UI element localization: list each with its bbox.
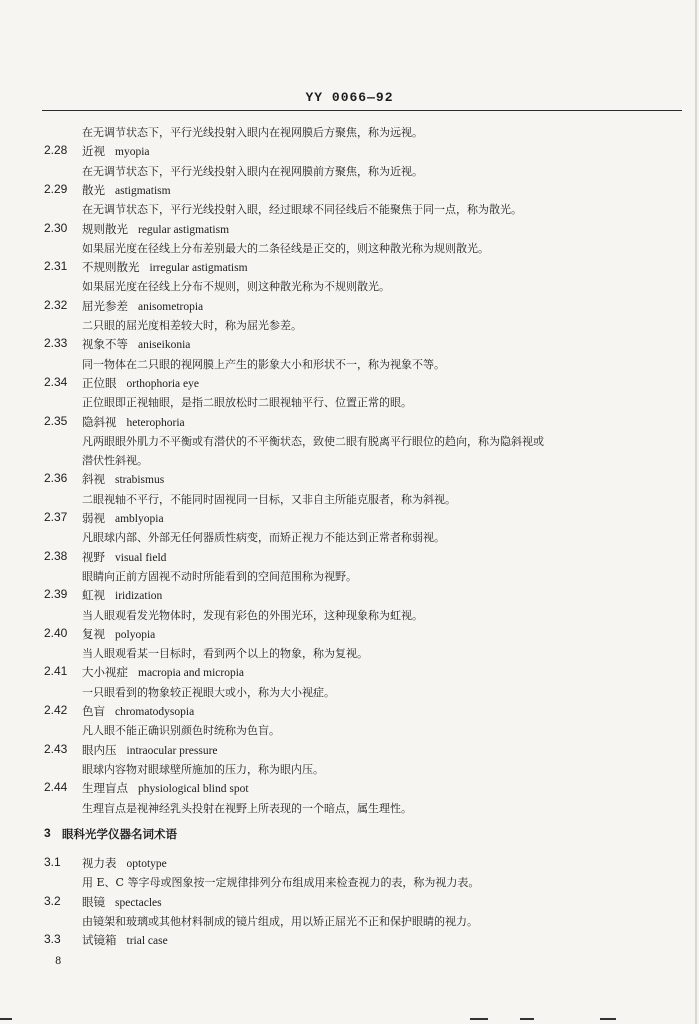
- definition-text: 一只眼看到的物象较正视眼大或小，称为大小视症。: [82, 685, 335, 699]
- term-number: 2.44: [44, 780, 68, 795]
- term-number: 2.33: [44, 336, 68, 351]
- term-english: anisometropia: [138, 300, 204, 313]
- scan-artifact: [0, 1018, 12, 1020]
- term-number: 2.35: [44, 413, 68, 428]
- term-chinese: 近视: [82, 144, 105, 159]
- term-english: intraocular pressure: [126, 744, 218, 757]
- term-heading: [82, 626, 155, 642]
- term-number: 2.40: [44, 625, 68, 640]
- term-number: 2.42: [44, 703, 68, 717]
- term-chinese: 视力表: [82, 856, 117, 871]
- term-chinese: 色盲: [82, 704, 105, 718]
- term-chinese: 屈光参差: [82, 298, 128, 313]
- definition-text: 当人眼观看发光物体时，发现有彩色的外围光环，这种现象称为虹视。: [82, 608, 423, 622]
- term-number: 3.2: [44, 893, 61, 908]
- term-heading: [82, 780, 249, 796]
- term-chinese: 正位眼: [82, 375, 117, 390]
- term-chinese: 眼内压: [82, 742, 117, 757]
- definition-text: 潜伏性斜视。: [82, 454, 148, 468]
- definition-text: 眼球内容物对眼球壁所施加的压力，称为眼内压。: [82, 762, 324, 776]
- scan-artifact: [470, 1018, 488, 1020]
- definition-text: 生理盲点是视神经乳头投射在视野上所表现的一个暗点，属生理性。: [82, 801, 412, 815]
- term-number: 3.3: [44, 932, 61, 947]
- term-number: 2.41: [44, 664, 68, 679]
- definition-text: 如果屈光度在径线上分布差别最大的二条径线是正交的，则这种散光称为规则散光。: [82, 241, 489, 255]
- term-heading: [82, 375, 199, 391]
- term-heading: [82, 143, 150, 159]
- term-english: heterophoria: [126, 416, 185, 429]
- term-chinese: 生理盲点: [82, 781, 128, 796]
- term-english: optotype: [126, 858, 167, 871]
- term-english: strabismus: [115, 474, 165, 487]
- term-heading: [82, 471, 164, 487]
- definition-text: 二只眼的屈光度相差较大时，称为屈光参差。: [82, 319, 302, 332]
- section-number: 3: [44, 825, 51, 840]
- definition-text: 眼睛向正前方固视不动时所能看到的空间范围称为视野。: [82, 569, 357, 583]
- page-number: 8: [55, 956, 62, 967]
- term-chinese: 试镜箱: [82, 933, 117, 948]
- term-heading: [82, 510, 164, 526]
- term-number: 2.31: [44, 259, 68, 274]
- term-chinese: 视野: [82, 549, 105, 564]
- term-chinese: 视象不等: [82, 337, 128, 352]
- term-chinese: 散光: [82, 182, 105, 197]
- term-heading: [82, 703, 194, 719]
- definition-text: 用 E、C 等字母或图象按一定规律排列分布组成用来检查视力的表，称为视力表。: [82, 876, 480, 890]
- term-number: 2.28: [44, 143, 68, 158]
- term-number: 2.43: [44, 741, 68, 756]
- definition-text: 凡人眼不能正确识别颜色时统称为色盲。: [82, 724, 280, 738]
- term-number: 2.37: [44, 510, 68, 524]
- term-number: 2.32: [44, 297, 68, 312]
- definition-text: 凡两眼眼外肌力不平衡或有潜伏的不平衡状态，致使二眼有脱离平行眼位的趋向，称为隐斜视或: [82, 434, 544, 448]
- term-chinese: 虹视: [82, 588, 105, 603]
- definition-text: 当人眼观看某一目标时，看到两个以上的物象，称为复视。: [82, 647, 368, 661]
- term-english: myopia: [115, 146, 150, 159]
- definition-text: 在无调节状态下，平行光线投射入眼，经过眼球不同径线后不能聚焦于同一点，称为散光。: [82, 203, 522, 217]
- term-number: 2.34: [44, 374, 68, 389]
- term-english: trial case: [126, 935, 168, 948]
- scan-edge: [695, 0, 697, 1024]
- term-english: spectacles: [115, 896, 162, 909]
- definition-text: 在无调节状态下，平行光线投射入眼内在视网膜前方聚焦，称为近视。: [82, 164, 423, 178]
- term-english: macropia and micropia: [138, 667, 245, 680]
- term-number: 2.36: [44, 471, 68, 486]
- scan-artifact: [600, 1018, 616, 1020]
- term-number: 2.38: [44, 548, 68, 563]
- term-number: 3.1: [44, 855, 61, 870]
- term-chinese: 眼镜: [82, 894, 105, 909]
- header-rule: [42, 110, 682, 111]
- term-heading: [82, 742, 218, 758]
- term-heading: [82, 298, 203, 314]
- term-heading: [82, 221, 229, 237]
- term-heading: [82, 414, 185, 430]
- scan-artifact: [520, 1018, 534, 1020]
- term-english: chromatodysopia: [115, 706, 195, 718]
- term-heading: [82, 336, 190, 352]
- term-heading: [82, 182, 171, 198]
- term-english: visual field: [115, 551, 167, 564]
- term-number: 2.39: [44, 587, 68, 602]
- term-heading: [82, 587, 162, 603]
- term-heading: [82, 932, 168, 948]
- term-english: regular astigmatism: [138, 223, 230, 236]
- term-chinese: 复视: [82, 626, 105, 641]
- term-heading: [82, 664, 244, 680]
- term-chinese: 大小视症: [82, 665, 128, 680]
- definition-text: 由镜架和玻璃或其他材料制成的镜片组成，用以矫正屈光不正和保护眼睛的视力。: [82, 915, 478, 928]
- definition-text: 二眼视轴不平行，不能同时固视同一目标，又非自主所能克服者，称为斜视。: [82, 492, 456, 506]
- definition-text: 正位眼即正视轴眼，是指二眼放松时二眼视轴平行、位置正常的眼。: [82, 396, 412, 410]
- definition-text: 在无调节状态下，平行光线投射入眼内在视网膜后方聚焦，称为远视。: [82, 126, 423, 139]
- term-english: iridization: [115, 590, 163, 603]
- term-chinese: 斜视: [82, 472, 105, 487]
- term-english: irregular astigmatism: [149, 262, 248, 275]
- term-chinese: 不规则散光: [82, 260, 140, 275]
- term-english: orthophoria eye: [126, 377, 199, 390]
- term-heading: [82, 549, 166, 565]
- term-english: physiological blind spot: [138, 783, 249, 796]
- standard-code-header: YY 0066—92: [305, 90, 394, 105]
- term-english: astigmatism: [115, 184, 171, 197]
- term-number: 2.29: [44, 181, 68, 196]
- term-chinese: 弱视: [82, 511, 105, 525]
- term-chinese: 规则散光: [82, 221, 128, 236]
- term-number: 2.30: [44, 220, 68, 235]
- term-english: aniseikonia: [138, 339, 191, 352]
- term-heading: [82, 259, 248, 275]
- definition-text: 凡眼球内部、外部无任何器质性病变，而矫正视力不能达到正常者称弱视。: [82, 531, 445, 545]
- definition-text: 同一物体在二只眼的视网膜上产生的影象大小和形状不一，称为视象不等。: [82, 357, 445, 371]
- term-heading: [82, 894, 162, 910]
- term-english: polyopia: [115, 628, 156, 641]
- section-title: 眼科光学仪器名词术语: [62, 826, 177, 841]
- term-english: amblyopia: [115, 513, 164, 525]
- term-heading: [82, 855, 167, 871]
- definition-text: 如果屈光度在径线上分布不规则，则这种散光称为不规则散光。: [82, 280, 390, 294]
- term-chinese: 隐斜视: [82, 414, 117, 429]
